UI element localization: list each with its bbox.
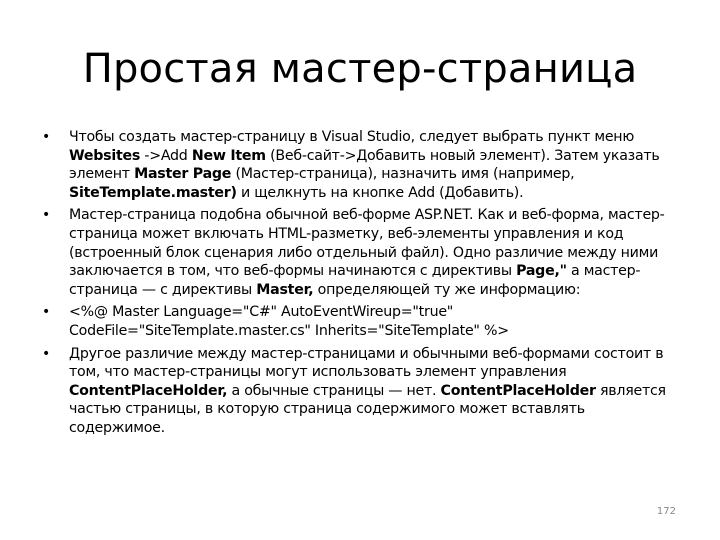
text-run: а обычные страницы — нет.: [227, 382, 441, 399]
text-run: Чтобы создать мастер-страницу в Visual Studio, следует выбрать пункт меню: [69, 129, 635, 145]
bold-text-run: Page,": [516, 263, 567, 280]
text-run: определяющей ту же информацию:: [313, 281, 581, 298]
text-run: Другое различие между мастер-страницами и обычными веб-формами состоит в том, что мастер-страницы могут использовать элемент управления: [69, 345, 664, 381]
text-run: является частью страницы, в которую страница содержимого может вставлять содержимое.: [69, 382, 666, 436]
bullet-item: [42, 206, 682, 299]
bullet-item: [42, 345, 682, 438]
bold-text-run: Websites: [69, 147, 141, 164]
page-number: 172: [656, 506, 676, 517]
slide-content: [42, 128, 682, 442]
bullet-item: [42, 128, 682, 202]
bullet-dot-icon: •: [42, 129, 51, 145]
bold-text-run: Master,: [256, 281, 314, 298]
bold-text-run: SiteTemplate.master): [69, 184, 237, 201]
text-run: <%@ Master Language="C#" AutoEventWireup="true" CodeFile="SiteTemplate.master.cs" Inherits="SiteTemplate" %>: [69, 304, 509, 339]
bold-text-run: New Item: [191, 147, 266, 164]
text-run: (Мастер-страница), назначить имя (например,: [231, 166, 575, 183]
slide-title: Простая мастер-страница: [82, 46, 638, 92]
text-run: а мастер-страница — с директивы: [69, 263, 641, 298]
text-run: ->Add: [140, 147, 192, 164]
text-run: Мастер-страница подобна обычной веб-форме ASP.NET. Как и веб-форма, мастер-страница может включать HTML-разметку, веб-элементы управления и код (встроенный блок сценария либо отдельный файл). Одно различие между ними заключается в том, что веб-формы начинаются с директивы: [69, 207, 665, 280]
bullet-dot-icon: •: [42, 304, 51, 321]
bullet-dot-icon: •: [42, 345, 51, 362]
text-run: и щелкнуть на кнопке Add (Добавить).: [236, 184, 524, 201]
bullet-item: [42, 303, 682, 340]
bullet-list: [42, 128, 682, 438]
bullet-dot-icon: •: [42, 207, 51, 224]
bold-text-run: ContentPlaceHolder: [440, 382, 596, 399]
text-run: (Веб-сайт->Добавить новый элемент). Затем указать элемент: [69, 147, 660, 183]
bold-text-run: Master Page: [134, 166, 232, 183]
bold-text-run: ContentPlaceHolder,: [69, 382, 228, 399]
